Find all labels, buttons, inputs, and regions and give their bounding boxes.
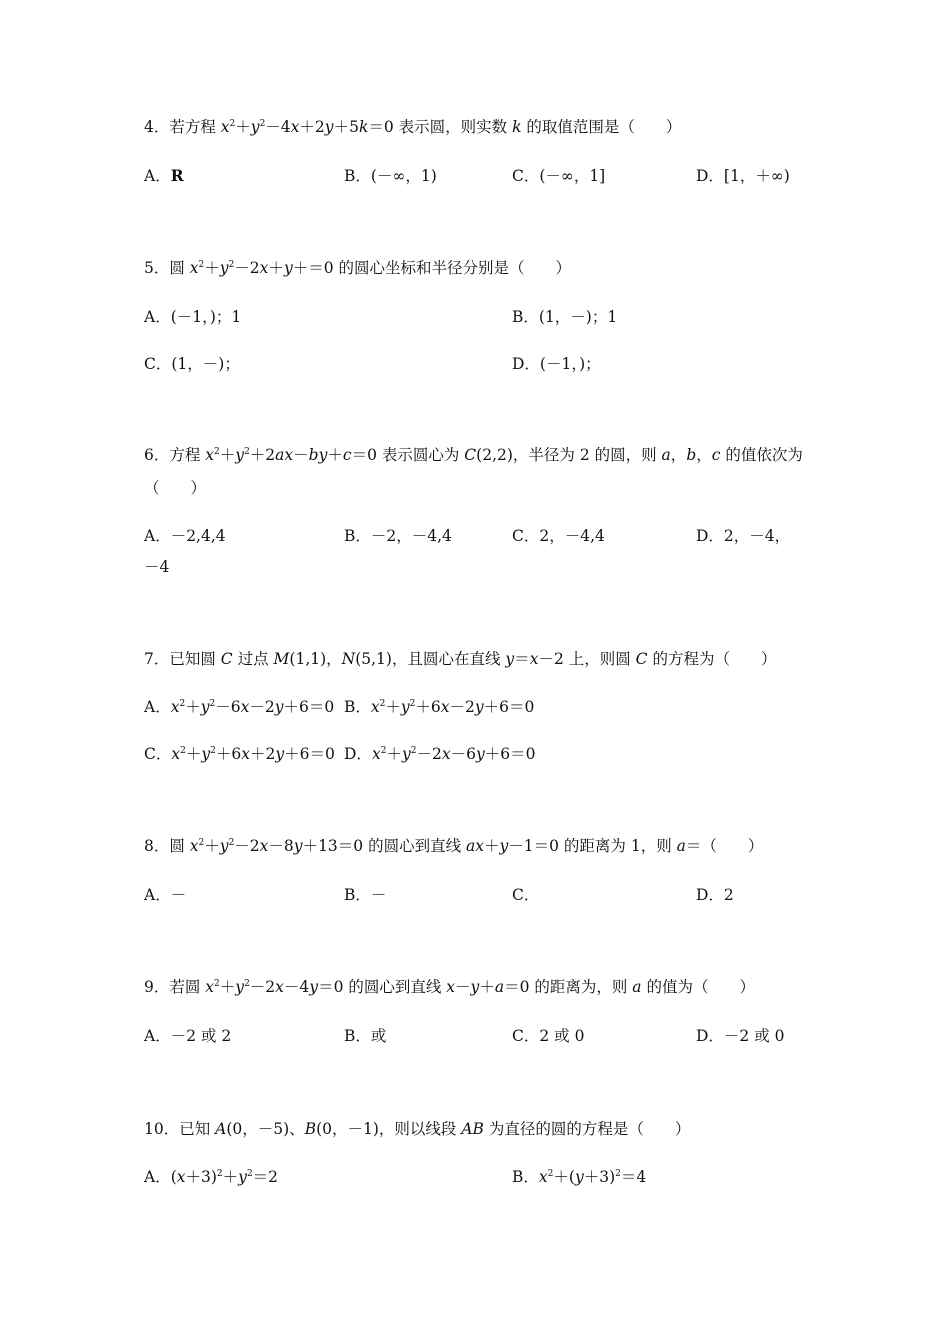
question-4-stem: 4．若方程 $x^2+y^2-4x+2y+5k=0$ 表示圆，则实数 k 的取值范围是（ ）: [144, 118, 682, 136]
question-6-option-d-wrap: －4: [144, 558, 170, 576]
question-8-option-c: C．: [512, 886, 540, 904]
question-4-option-c: C．(－∞，1]: [512, 167, 606, 185]
question-7-option-a: A．$x^2+y^2-6x-2y+6=0$: [144, 698, 335, 716]
question-9-option-a: A．－2 或 2: [144, 1027, 232, 1045]
question-9-option-d: D．－2 或 0: [696, 1027, 785, 1045]
question-5-stem: 5．圆 $x^2+y^2-2x+y+=0$ 的圆心坐标和半径分别是（ ）: [144, 259, 571, 277]
question-8-option-d: D．2: [696, 886, 734, 904]
question-5-option-d: D．(－1，)；: [512, 355, 601, 373]
question-6-stem-continuation: （ ）: [144, 479, 207, 497]
question-7-option-b: B．$x^2+y^2+6x-2y+6=0$: [344, 698, 535, 716]
question-10-option-a: A．$(x+3)^2+y^2=2$: [144, 1168, 279, 1186]
question-5-option-a: A．(－1，)；1: [144, 308, 242, 326]
question-4-option-a: A．R: [144, 166, 184, 185]
question-8-option-b: B．－: [344, 886, 387, 904]
question-6-option-b: B．－2，－4,4: [344, 527, 452, 545]
question-7-option-c: C．$x^2+y^2+6x+2y+6=0$: [144, 745, 335, 763]
question-6-option-c: C．2，－4,4: [512, 527, 605, 545]
question-8-option-a: A．－: [144, 886, 187, 904]
question-10-stem: 10．已知 A(0，－5)、B(0，－1)，则以线段 AB 为直径的圆的方程是（ ）: [144, 1120, 691, 1138]
question-9-stem: 9．若圆 $x^2+y^2-2x-4y=0$ 的圆心到直线 x－y＋a＝0 的距离为，则 a 的值为（ ）: [144, 978, 755, 996]
question-8-stem: 8．圆 $x^2+y^2-2x-8y+13=0$ 的圆心到直线 ax＋y－1＝0 的距离为 1，则 a＝（ ）: [144, 837, 764, 855]
question-9-option-b: B．或: [344, 1027, 387, 1045]
question-6-option-d: D．2，－4，: [696, 527, 791, 545]
question-5-option-c: C．(1，－)；: [144, 355, 240, 373]
question-4-option-d: D．[1，＋∞): [696, 167, 790, 185]
question-9-option-c: C．2 或 0: [512, 1027, 585, 1045]
question-4-option-b: B．(－∞，1): [344, 167, 437, 185]
question-6-option-a: A．－2,4,4: [144, 527, 226, 545]
question-6-stem: 6．方程 $x^2+y^2+2ax-by+c=0$ 表示圆心为 C(2,2)，半径为 2 的圆，则 a，b，c 的值依次为: [144, 446, 803, 464]
question-5-option-b: B．(1，－)；1: [512, 308, 618, 326]
question-7-option-d: D．$x^2+y^2-2x-6y+6=0$: [344, 745, 536, 763]
question-7-stem: 7．已知圆 C 过点 M(1,1)，N(5,1)，且圆心在直线 y＝x－2 上，则圆 C 的方程为（ ）: [144, 650, 777, 668]
question-10-option-b: B．$x^2+(y+3)^2=4$: [512, 1168, 647, 1186]
